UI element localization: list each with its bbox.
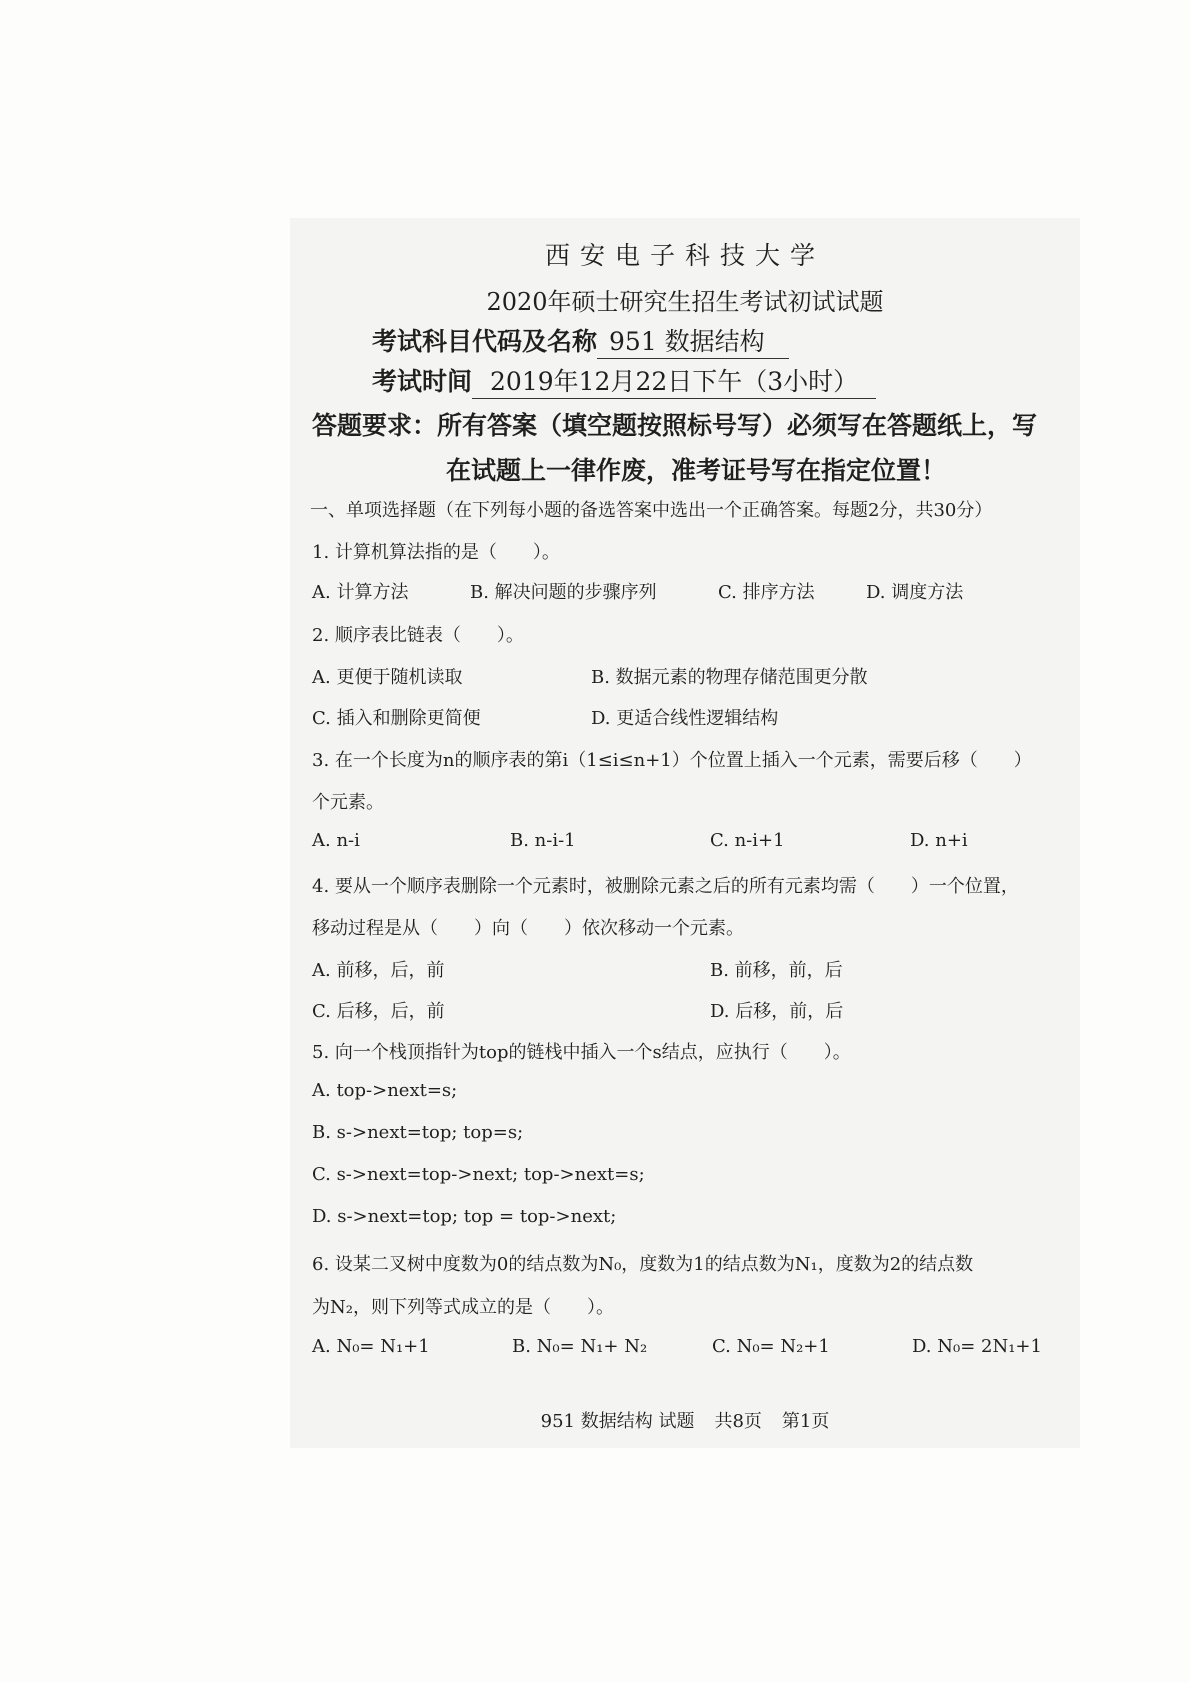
- q1-option-c: C. 排序方法: [718, 582, 815, 603]
- time-line: [372, 362, 876, 399]
- q2-option-a: A. 更便于随机读取: [312, 667, 463, 688]
- q5-option-a: A. top->next=s;: [312, 1080, 458, 1101]
- footer-page-number: 第1页: [781, 1411, 830, 1432]
- q5-stem: 5. 向一个栈顶指针为top的链栈中插入一个s结点，应执行（ ）。: [312, 1042, 851, 1063]
- q1-option-b: B. 解决问题的步骤序列: [470, 582, 657, 603]
- q3-option-c: C. n-i+1: [710, 830, 785, 851]
- q3-stem-line-2: 个元素。: [312, 792, 384, 813]
- q1-option-d: D. 调度方法: [866, 582, 964, 603]
- q6-option-a: A. N₀= N₁+1: [312, 1336, 430, 1357]
- q2-option-d: D. 更适合线性逻辑结构: [591, 708, 779, 729]
- q4-stem-line-2: 移动过程是从（ ）向（ ）依次移动一个元素。: [312, 918, 744, 939]
- q2-option-c: C. 插入和删除更简便: [312, 708, 481, 729]
- subject-label: 考试科目代码及名称: [372, 327, 598, 356]
- subject-line: [372, 322, 789, 359]
- footer-total-pages: 共8页: [714, 1411, 762, 1432]
- q4-option-d: D. 后移，前，后: [710, 1001, 844, 1022]
- q6-option-b: B. N₀= N₁+ N₂: [512, 1336, 648, 1357]
- q4-option-a: A. 前移，后，前: [312, 960, 445, 981]
- section-heading: 一、单项选择题（在下列每小题的备选答案中选出一个正确答案。每题2分，共30分）: [310, 500, 993, 521]
- q3-stem-line-1: 3. 在一个长度为n的顺序表的第i（1≤i≤n+1）个位置上插入一个元素，需要后移（ ）: [312, 750, 1032, 771]
- subject-value: 951 数据结构: [597, 322, 789, 359]
- q5-option-d: D. s->next=top; top = top->next;: [312, 1206, 617, 1227]
- time-label: 考试时间: [372, 367, 473, 396]
- q6-stem-line-1: 6. 设某二叉树中度数为0的结点数为N₀，度数为1的结点数为N₁，度数为2的结点数: [312, 1254, 974, 1275]
- q4-option-b: B. 前移，前，后: [710, 960, 843, 981]
- requirement-line-1: 答题要求：所有答案（填空题按照标号写）必须写在答题纸上，写: [312, 411, 1038, 440]
- q4-stem-line-1: 4. 要从一个顺序表删除一个元素时，被删除元素之后的所有元素均需（ ）一个位置，: [312, 876, 1019, 897]
- requirement-line-2: 在试题上一律作废，准考证号写在指定位置！: [446, 456, 947, 485]
- q3-option-b: B. n-i-1: [510, 830, 576, 851]
- q6-option-c: C. N₀= N₂+1: [712, 1336, 830, 1357]
- page-footer: [290, 1407, 1080, 1433]
- q1-stem: 1. 计算机算法指的是（ ）。: [312, 542, 560, 563]
- q6-stem-line-2: 为N₂，则下列等式成立的是（ ）。: [312, 1297, 614, 1318]
- q3-option-d: D. n+i: [910, 830, 968, 851]
- q3-option-a: A. n-i: [312, 830, 360, 851]
- footer-subject: 951 数据结构 试题: [540, 1411, 695, 1432]
- q6-option-d: D. N₀= 2N₁+1: [912, 1336, 1042, 1357]
- exam-title: 2020年硕士研究生招生考试初试试题: [486, 288, 884, 316]
- time-value: 2019年12月22日下午（3小时）: [472, 362, 876, 399]
- q5-option-b: B. s->next=top; top=s;: [312, 1122, 524, 1143]
- university-name: 西安电子科技大学: [544, 241, 825, 270]
- q2-option-b: B. 数据元素的物理存储范围更分散: [591, 667, 868, 688]
- q1-option-a: A. 计算方法: [312, 582, 409, 603]
- q4-option-c: C. 后移，后，前: [312, 1001, 445, 1022]
- q2-stem: 2. 顺序表比链表（ ）。: [312, 625, 524, 646]
- q5-option-c: C. s->next=top->next; top->next=s;: [312, 1164, 645, 1185]
